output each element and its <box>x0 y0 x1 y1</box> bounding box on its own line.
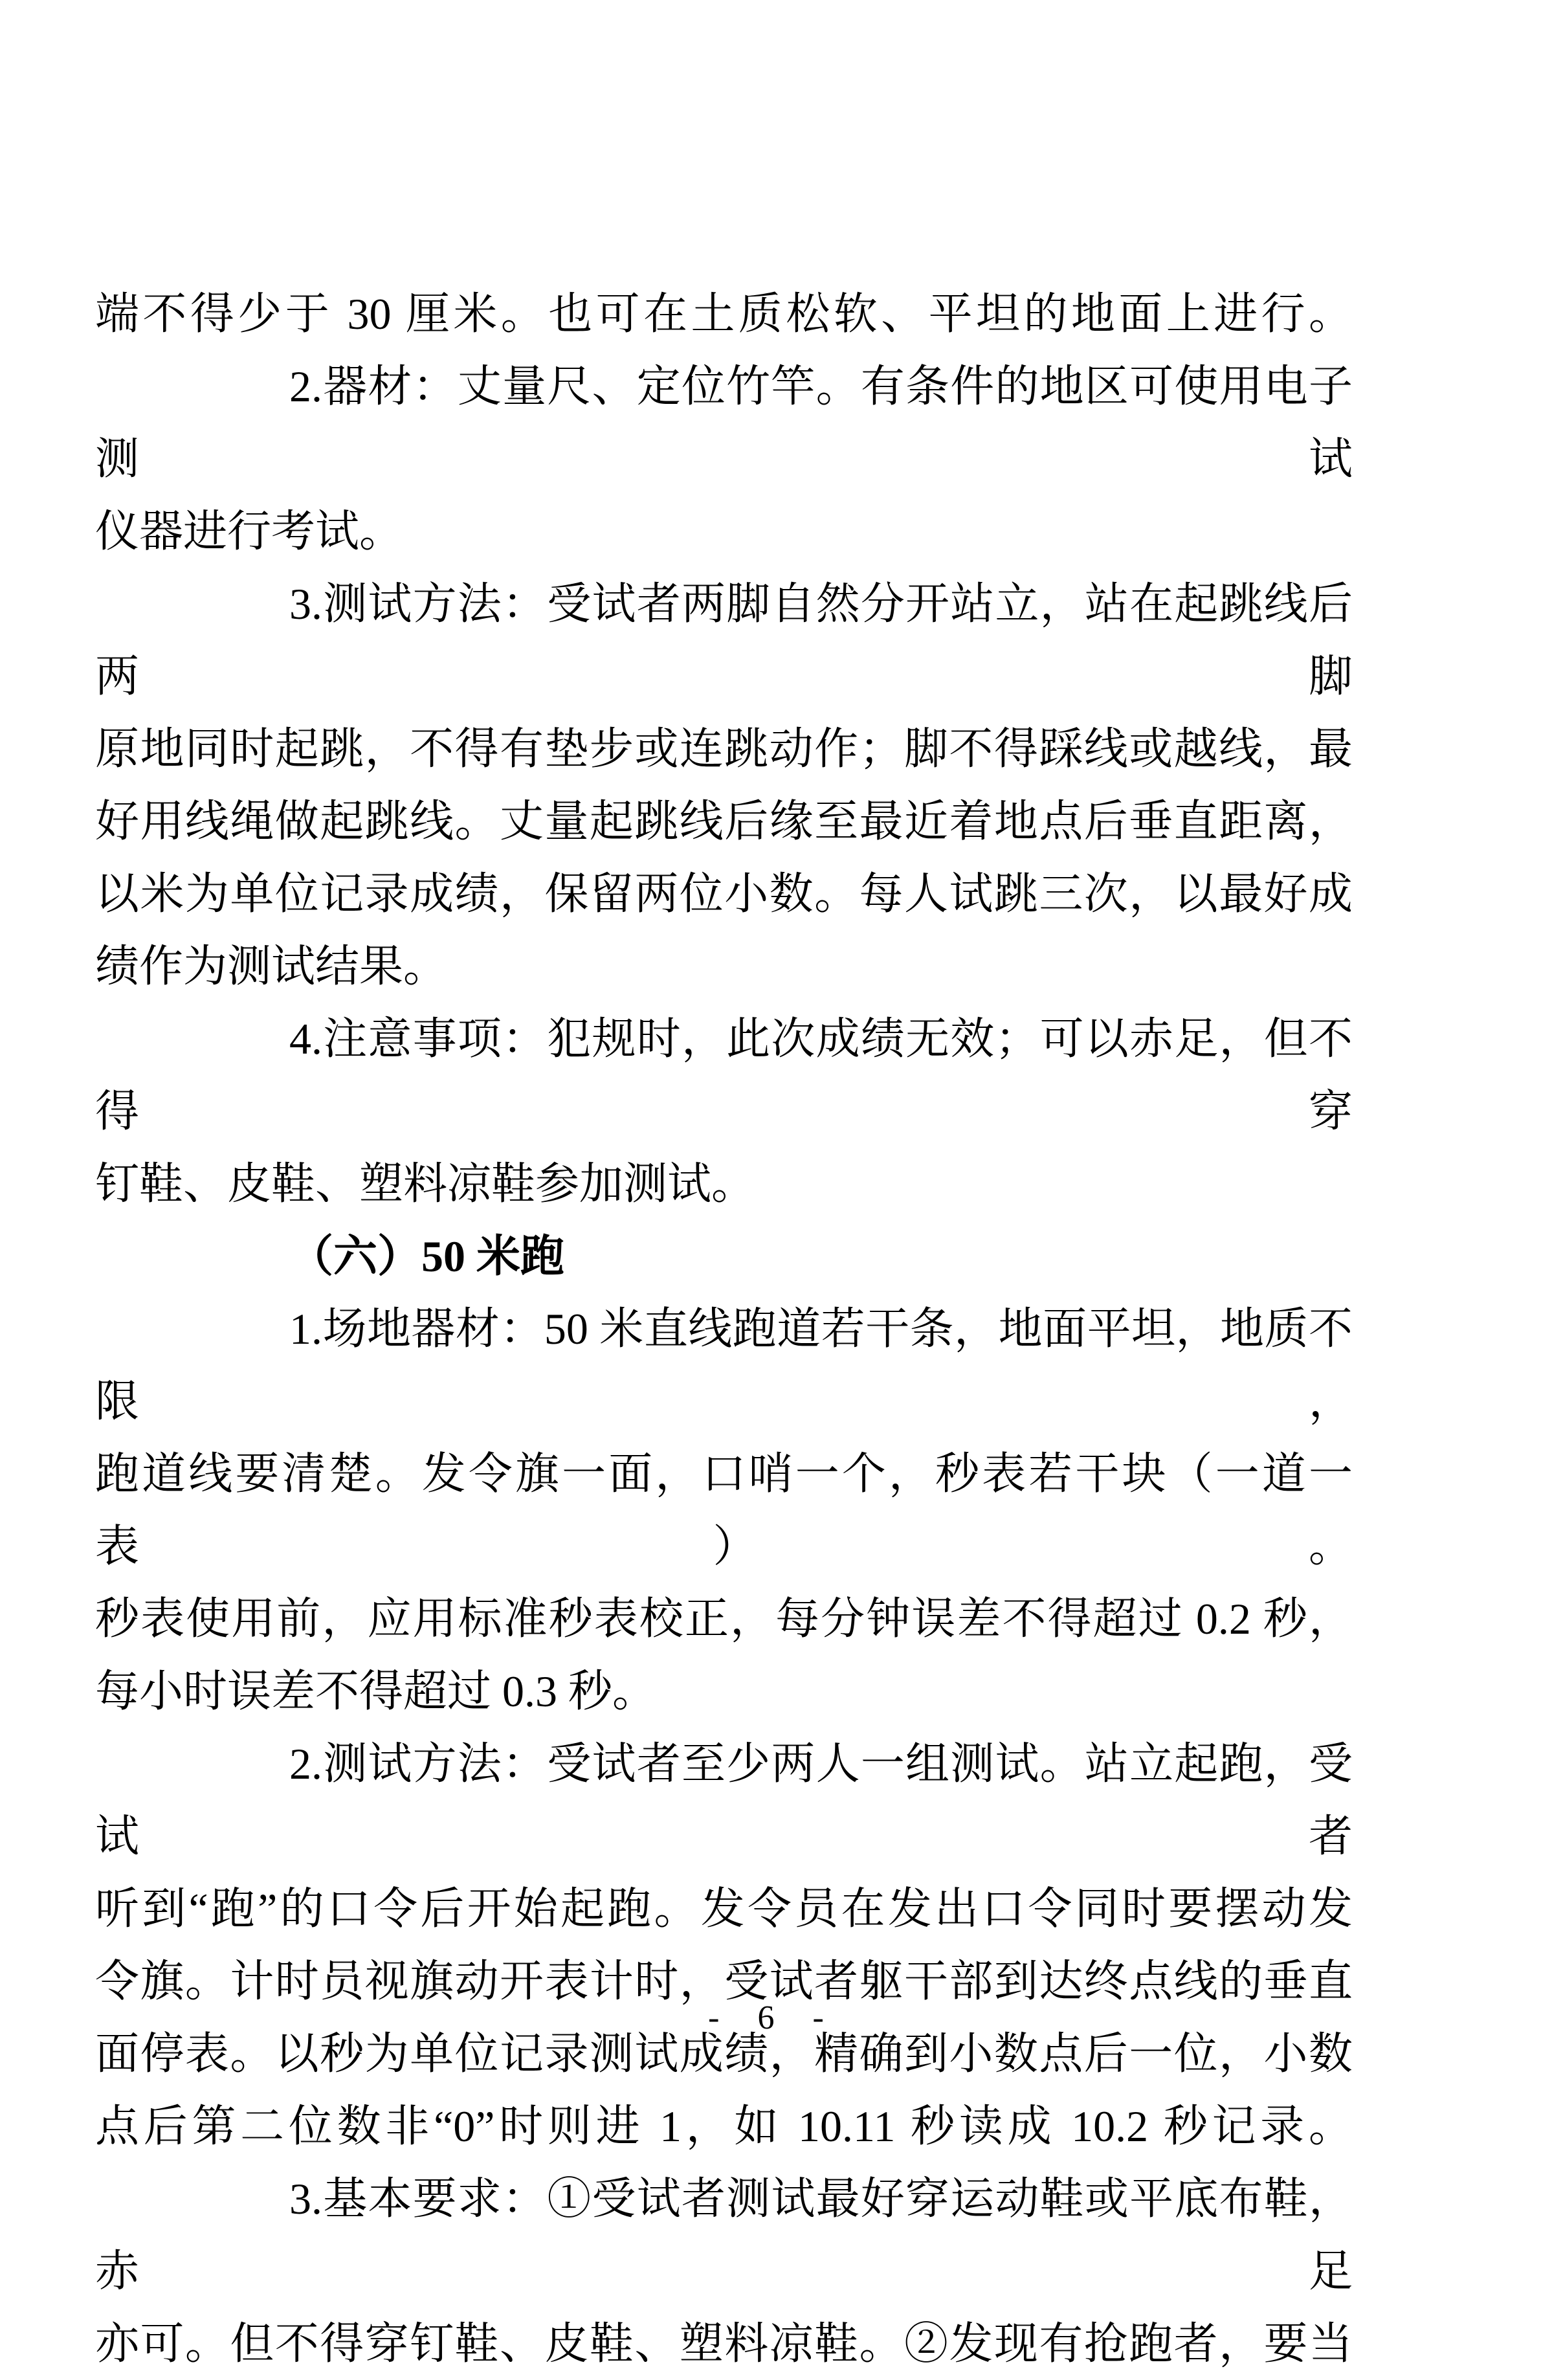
page-footer <box>0 1999 1541 2037</box>
text-line: 钉鞋、皮鞋、塑料凉鞋参加测试。 <box>95 1159 756 1208</box>
text-line: 仪器进行考试。 <box>95 507 404 556</box>
text-line: 秒表使用前，应用标准秒表校正，每分钟误差不得超过 0.2 秒， <box>95 1594 1353 1643</box>
text-line: 4.注意事项：犯规时，此次成绩无效；可以赤足，但不得穿 <box>95 1014 1353 1136</box>
text-line: 好用线绳做起跳线。丈量起跳线后缘至最近着地点后垂直距离， <box>95 797 1353 846</box>
text-line: 亦可。但不得穿钉鞋、皮鞋、塑料凉鞋。②发现有抢跑者，要当 <box>95 2319 1353 2368</box>
text-line: 以米为单位记录成绩，保留两位小数。每人试跳三次，以最好成 <box>95 869 1353 918</box>
text-line: 每小时误差不得超过 0.3 秒。 <box>95 1667 657 1716</box>
text-line: 听到“跑”的口令后开始起跑。发令员在发出口令同时要摆动发 <box>95 1884 1353 1933</box>
text-line: 令旗。计时员视旗动开表计时，受试者躯干部到达终点线的垂直 <box>95 1957 1353 2006</box>
text-line: 3.基本要求：①受试者测试最好穿运动鞋或平底布鞋，赤足 <box>95 2174 1353 2296</box>
text-line: 原地同时起跳，不得有垫步或连跳动作；脚不得踩线或越线，最 <box>95 724 1353 773</box>
section-heading: （六）50 米跑 <box>289 1232 565 1281</box>
text-line: 2.器材：丈量尺、定位竹竿。有条件的地区可使用电子测试 <box>95 362 1353 484</box>
page-number: - 6 - <box>708 1999 833 2036</box>
text-line: 1.场地器材：50 米直线跑道若干条，地面平坦，地质不限， <box>95 1304 1353 1426</box>
text-line: 端不得少于 30 厘米。也可在土质松软、平坦的地面上进行。 <box>95 289 1353 339</box>
document-body <box>95 278 1353 2380</box>
text-line: 绩作为测试结果。 <box>95 942 448 991</box>
text-line: 面停表。以秒为单位记录测试成绩，精确到小数点后一位，小数 <box>95 2029 1353 2078</box>
text-line: 2.测试方法：受试者至少两人一组测试。站立起跑，受试者 <box>95 1739 1353 1861</box>
text-line: 跑道线要清楚。发令旗一面，口哨一个，秒表若干块（一道一表）。 <box>95 1449 1353 1571</box>
text-line: 点后第二位数非“0”时则进 1，如 10.11 秒读成 10.2 秒记录。 <box>95 2102 1353 2151</box>
text-line: 3.测试方法：受试者两脚自然分开站立，站在起跳线后两脚 <box>95 579 1353 701</box>
